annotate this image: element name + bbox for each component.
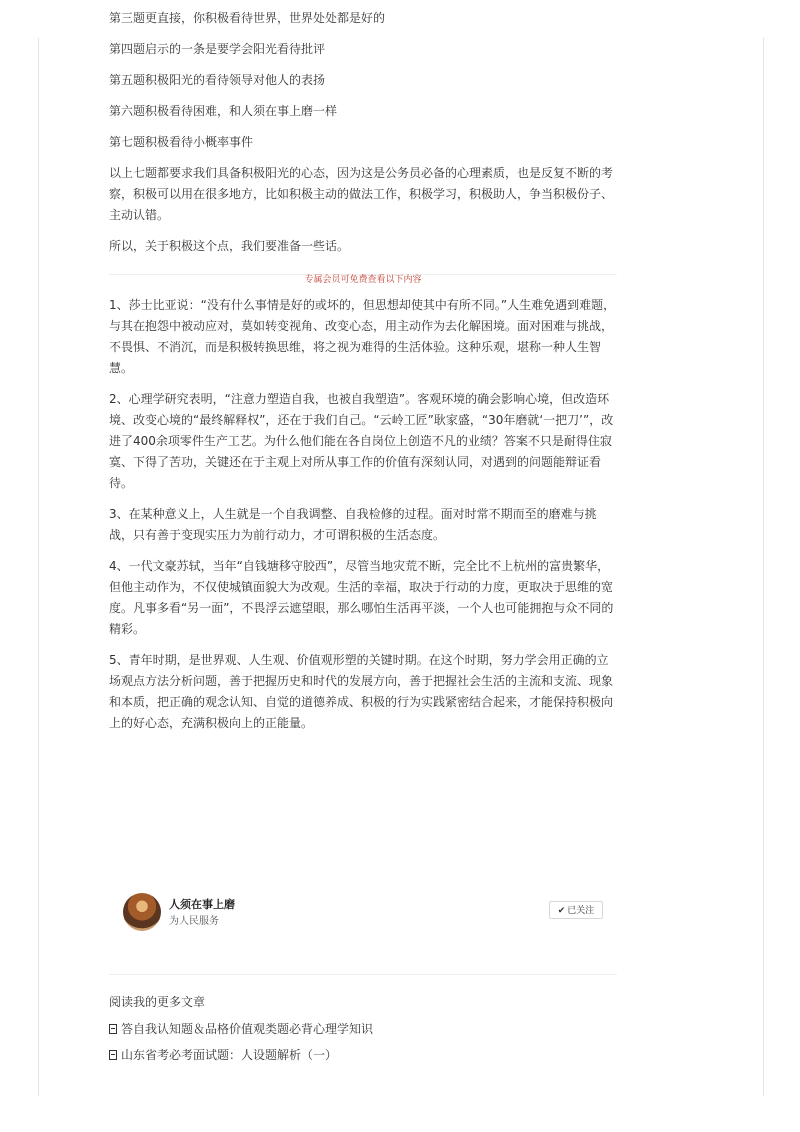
- article-paragraph: 第三题更直接，你积极看待世界，世界处处都是好的: [109, 11, 386, 25]
- article-paragraph: 2、心理学研究表明，“注意力塑造自我，也被自我塑造”。客观环境的确会影响心境，但改造环境、改变心境的“最终解释权”，还在于我们自己。“云岭工匠”耿家盛，“30年磨就‘一把刀’”，改进了400余项零件生产工艺。为什么他们能在各自岗位上创造不凡的业绩？答案不只是耐得住寂寞、下得了苦功，关键还在于主观上对所从事工作的价值有深刻认同，对遇到的问题能辩证看待。: [109, 392, 614, 490]
- document-icon: [109, 1050, 117, 1060]
- article-link[interactable]: 答自我认知题＆品格价值观类题必背心理学知识: [121, 1022, 374, 1036]
- member-notice: 专属会员可免费查看以下内容: [292, 275, 433, 285]
- article-paragraph: 第四题启示的一条是要学会阳光看待批评: [109, 42, 326, 56]
- article-paragraph: 第七题积极看待小概率事件: [109, 135, 254, 149]
- list-item[interactable]: [109, 1021, 617, 1037]
- avatar[interactable]: [123, 893, 161, 931]
- follow-button[interactable]: [549, 901, 603, 919]
- check-icon: ✔: [557, 906, 566, 916]
- article-paragraph: 5、青年时期，是世界观、人生观、价值观形塑的关键时期。在这个时期，努力学会用正确的立场观点方法分析问题，善于把握历史和时代的发展方向，善于把握社会生活的主流和支流、现象和本质，把正确的观念认知、自觉的道德养成、积极的行为实践紧密结合起来，才能保持积极向上的好心态，充满积极向上的正能量。: [109, 653, 614, 730]
- author-card: [123, 893, 603, 933]
- article-paragraph: 1、莎士比亚说：“没有什么事情是好的或坏的，但思想却使其中有所不同。”人生难免遇到难题，与其在抱怨中被动应对，莫如转变视角、改变心态，用主动作为去化解困境。面对困难与挑战，不畏惧、不消沉，而是积极转换思维，将之视为难得的生活体验。这种乐观，堪称一种人生智慧。: [109, 298, 616, 375]
- author-name[interactable]: 人须在事上磨: [169, 898, 235, 911]
- document-icon: [109, 1024, 117, 1034]
- article-paragraph: 第五题积极阳光的看待领导对他人的表扬: [109, 73, 326, 87]
- article-paragraph: 第六题积极看待困难，和人须在事上磨一样: [109, 104, 338, 118]
- article-paragraph: 以上七题都要求我们具备积极阳光的心态，因为这是公务员必备的心理素质，也是反复不断的考察，积极可以用在很多地方，比如积极主动的做法工作，积极学习，积极助人，争当积极份子、主动认错。: [109, 166, 614, 222]
- author-description: 为人民服务: [169, 916, 219, 927]
- article-paragraph: 所以，关于积极这个点，我们要准备一些话。: [109, 239, 350, 253]
- follow-label: 已关注: [567, 906, 595, 916]
- more-articles-list: [109, 1021, 617, 1073]
- more-articles-title: 阅读我的更多文章: [109, 995, 206, 1009]
- member-content-divider: [109, 267, 617, 285]
- article-body: [109, 8, 617, 744]
- section-divider: [109, 974, 617, 975]
- article-paragraph: 4、一代文豪苏轼，当年“自钱塘移守胶西”，尽管当地灾荒不断，完全比不上杭州的富贵繁华，但他主动作为，不仅使城镇面貌大为改观。生活的幸福，取决于行动的力度，更取决于思维的宽度。凡事多看“另一面”，不畏浮云遮望眼，那么哪怕生活再平淡，一个人也可能拥抱与众不同的精彩。: [109, 559, 614, 636]
- article-link[interactable]: 山东省考必考面试题：人设题解析（一）: [121, 1048, 338, 1062]
- list-item[interactable]: [109, 1047, 617, 1063]
- article-paragraph: 3、在某种意义上，人生就是一个自我调整、自我检修的过程。面对时常不期而至的磨难与挑战，只有善于变现实压力为前行动力，才可谓积极的生活态度。: [109, 507, 597, 542]
